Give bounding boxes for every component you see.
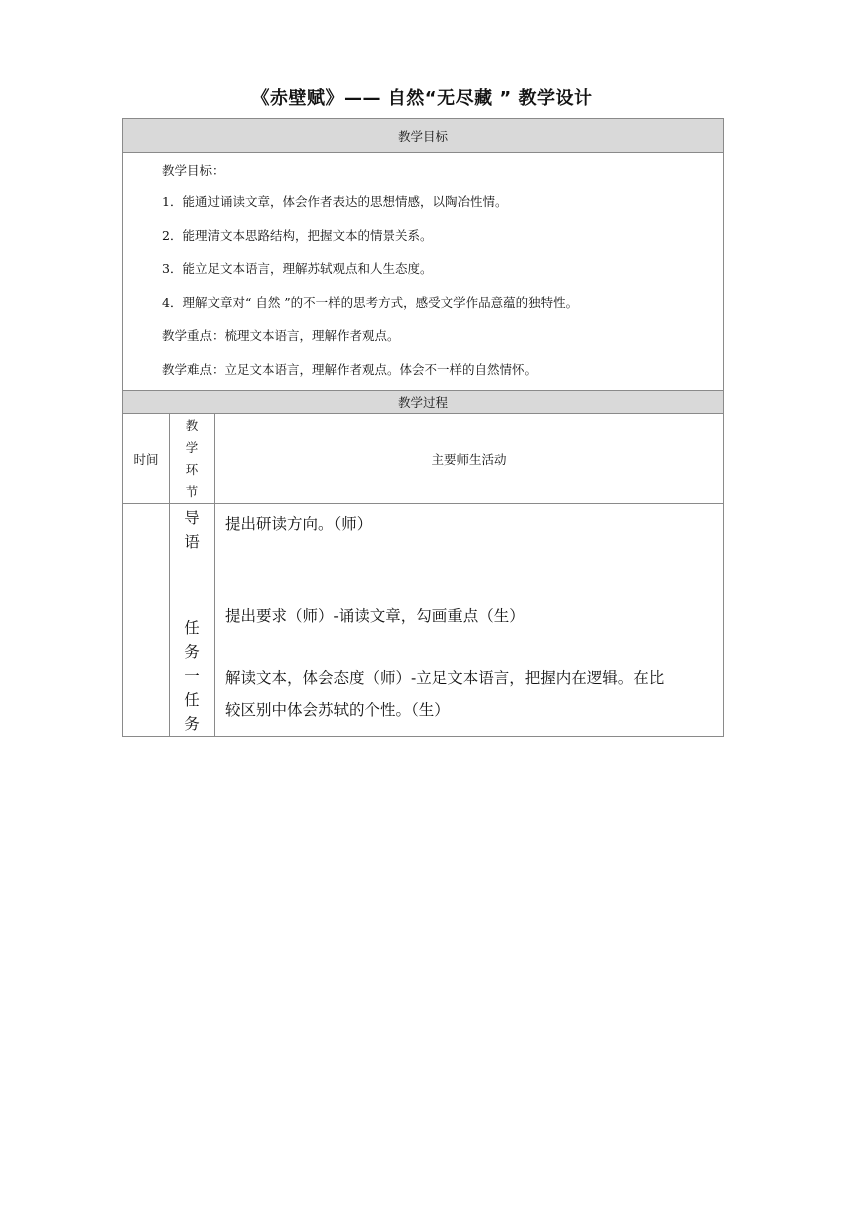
step-char: 任 — [184, 691, 200, 709]
goals-intro: 教学目标： — [162, 163, 225, 178]
goals-header: 教学目标 — [123, 119, 724, 153]
time-cell — [123, 504, 170, 737]
goal-item: 4．理解文章对“ 自然 ”的不一样的思考方式，感受文学作品意蕴的独特性。 — [162, 294, 579, 310]
column-header-step — [170, 414, 215, 504]
step-header-char: 学 — [185, 439, 199, 455]
goal-item: 1．能通过诵读文章，体会作者表达的思想情感，以陶冶性情。 — [162, 194, 508, 209]
column-header-time: 时间 — [123, 414, 170, 504]
lesson-plan-table — [122, 118, 724, 737]
goals-content — [123, 153, 724, 391]
step-char: 任 — [184, 619, 200, 637]
step-char: 导 — [184, 509, 200, 527]
step-header-char: 节 — [185, 483, 199, 499]
step-char: 语 — [184, 533, 200, 551]
key-point: 教学重点：梳理文本语言，理解作者观点。 — [162, 328, 400, 343]
step-header-char: 环 — [185, 461, 199, 477]
document-title: 《赤壁赋》—— 自然“无尽藏 ” 教学设计 — [251, 88, 593, 109]
activity-cell — [215, 504, 724, 737]
step-char: 务 — [184, 643, 200, 661]
step-header-char: 教 — [185, 417, 199, 433]
goal-item: 3．能立足文本语言，理解苏轼观点和人生态度。 — [162, 261, 433, 276]
column-header-activity: 主要师生活动 — [215, 414, 724, 504]
activity-line: 较区别中体会苏轼的个性。（生） — [225, 701, 450, 719]
process-header: 教学过程 — [123, 391, 724, 414]
difficult-point: 教学难点：立足文本语言，理解作者观点。体会不一样的自然情怀。 — [162, 361, 538, 377]
activity-line: 解读文本，体会态度（师）-立足文本语言，把握内在逻辑。在比 — [225, 669, 665, 687]
goal-item: 2．能理清文本思路结构，把握文本的情景关系。 — [162, 227, 433, 243]
activity-line: 提出研读方向。（师） — [225, 515, 373, 533]
step-char: 务 — [184, 715, 200, 733]
activity-line: 提出要求（师）-诵读文章，勾画重点（生） — [225, 607, 525, 625]
step-cell — [170, 504, 215, 737]
step-char: 一 — [184, 667, 200, 685]
